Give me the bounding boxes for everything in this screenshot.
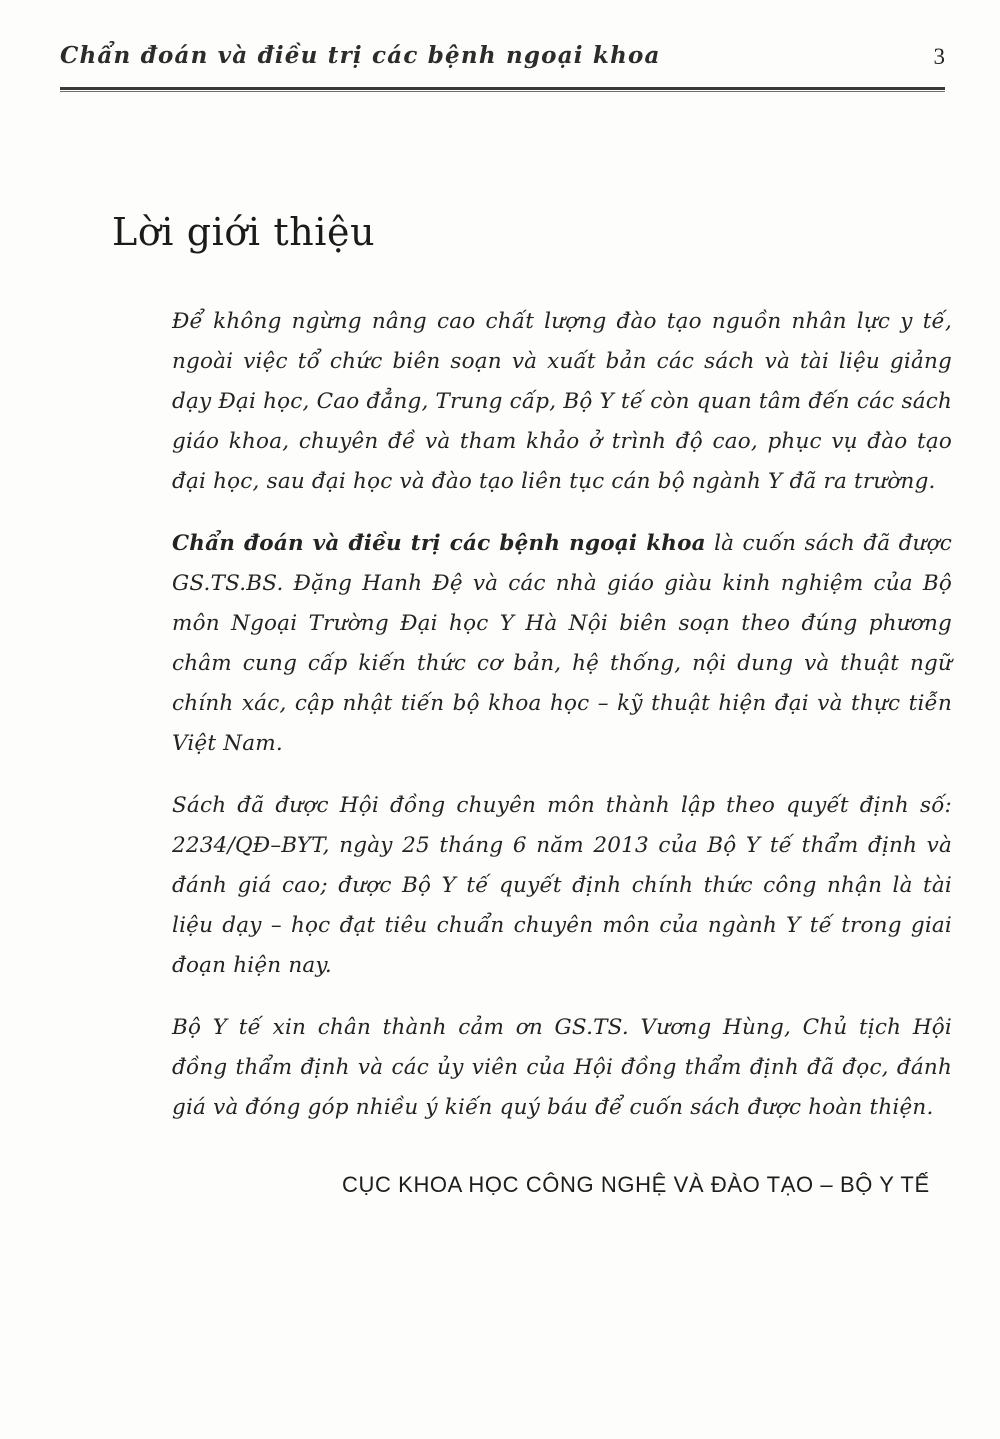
- paragraph: [112, 786, 952, 986]
- paragraph: [112, 1008, 952, 1128]
- signature-line: CỤC KHOA HỌC CÔNG NGHỆ VÀ ĐÀO TẠO – BỘ Y TẾ: [342, 1172, 930, 1197]
- paragraph-text: Để không ngừng nâng cao chất lượng đào tạo nguồn nhân lực y tế, ngoài việc tổ chức biên soạn và xuất bản các sách và tài liệu giảng dạy Đại học, Cao đẳng, Trung cấp, Bộ Y tế còn quan tâm đến các sách giáo khoa, chuyên đề và tham khảo ở trình độ cao, phục vụ đào tạo đại học, sau đại học và đào tạo liên tục cán bộ ngành Y đã ra trường.: [172, 309, 952, 494]
- paragraph-text: Sách đã được Hội đồng chuyên môn thành lập theo quyết định số: 2234/QĐ–BYT, ngày 25 tháng 6 năm 2013 của Bộ Y tế thẩm định và đánh giá cao; được Bộ Y tế quyết định chính thức công nhận là tài liệu dạy – học đạt tiêu chuẩn chuyên môn của ngành Y tế trong giai đoạn hiện nay.: [172, 793, 952, 978]
- header-rule: [60, 87, 945, 90]
- paragraph-text: là cuốn sách đã được GS.TS.BS. Đặng Hanh Đệ và các nhà giáo giàu kinh nghiệm của Bộ môn Ngoại Trường Đại học Y Hà Nội biên soạn theo đúng phương châm cung cấp kiến thức cơ bản, hệ thống, nội dung và thuật ngữ chính xác, cập nhật tiến bộ khoa học – kỹ thuật hiện đại và thực tiễn Việt Nam.: [172, 531, 952, 756]
- paragraph: [112, 302, 952, 502]
- paragraph-lead: Chẩn đoán và điều trị các bệnh ngoại khoa: [172, 531, 706, 556]
- paragraph-text: Bộ Y tế xin chân thành cảm ơn GS.TS. Vương Hùng, Chủ tịch Hội đồng thẩm định và các ủy viên của Hội đồng thẩm định đã đọc, đánh giá và đóng góp nhiều ý kiến quý báu để cuốn sách được hoàn thiện.: [172, 1015, 952, 1120]
- page-title: Lời giới thiệu: [112, 210, 376, 254]
- page-number: 3: [933, 44, 945, 69]
- page-content: [112, 210, 952, 1198]
- running-header-title: Chẩn đoán và điều trị các bệnh ngoại khoa: [60, 42, 661, 69]
- running-header: [60, 42, 945, 94]
- paragraph: [112, 524, 952, 764]
